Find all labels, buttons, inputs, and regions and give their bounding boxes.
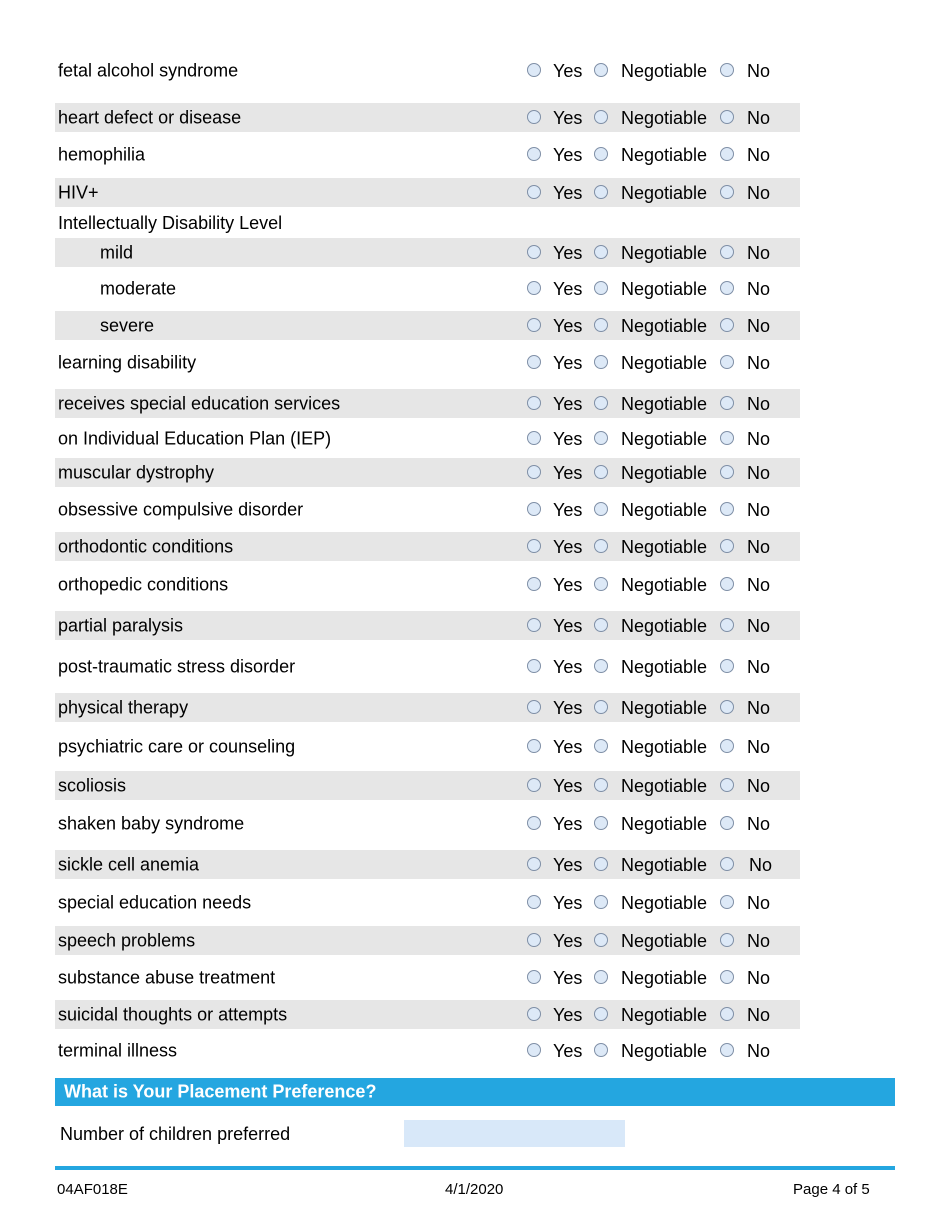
condition-row-psychiatric-care <box>55 732 800 761</box>
negotiable-label: Negotiable <box>621 854 708 875</box>
yes-label: Yes <box>553 1040 583 1061</box>
yes-label: Yes <box>553 1004 583 1025</box>
radio-no[interactable] <box>720 539 734 553</box>
radio-negotiable[interactable] <box>594 778 608 792</box>
radio-negotiable[interactable] <box>594 355 608 369</box>
radio-group <box>526 616 796 636</box>
radio-yes[interactable] <box>527 431 541 445</box>
radio-group <box>526 855 796 875</box>
radio-group <box>526 1005 796 1025</box>
condition-label: orthopedic conditions <box>58 574 229 594</box>
condition-label: moderate <box>100 278 177 298</box>
radio-negotiable[interactable] <box>594 659 608 673</box>
radio-group <box>526 776 796 796</box>
radio-no[interactable] <box>720 431 734 445</box>
negotiable-label: Negotiable <box>621 656 708 677</box>
negotiable-label: Negotiable <box>621 144 708 165</box>
no-label: No <box>747 697 771 718</box>
condition-label: obsessive compulsive disorder <box>58 499 304 519</box>
yes-label: Yes <box>553 615 583 636</box>
radio-yes[interactable] <box>527 318 541 332</box>
condition-label: severe <box>100 315 155 335</box>
radio-group <box>526 394 796 414</box>
radio-yes[interactable] <box>527 63 541 77</box>
radio-no[interactable] <box>720 816 734 830</box>
negotiable-label: Negotiable <box>621 60 708 81</box>
radio-no[interactable] <box>720 1043 734 1057</box>
negotiable-label: Negotiable <box>621 574 708 595</box>
yes-label: Yes <box>553 775 583 796</box>
condition-row-shaken-baby <box>55 809 800 838</box>
radio-group <box>526 145 796 165</box>
yes-label: Yes <box>553 462 583 483</box>
condition-row-ptsd <box>55 652 800 681</box>
radio-no[interactable] <box>720 739 734 753</box>
radio-negotiable[interactable] <box>594 1007 608 1021</box>
negotiable-label: Negotiable <box>621 352 708 373</box>
no-label: No <box>747 656 771 677</box>
condition-label: special education needs <box>58 892 252 912</box>
negotiable-label: Negotiable <box>621 813 708 834</box>
radio-group <box>526 931 796 951</box>
condition-row-physical-therapy <box>55 693 800 722</box>
radio-no[interactable] <box>720 502 734 516</box>
radio-group <box>526 463 796 483</box>
condition-label: HIV+ <box>58 182 99 202</box>
negotiable-label: Negotiable <box>621 536 708 557</box>
condition-label: fetal alcohol syndrome <box>58 60 239 80</box>
negotiable-label: Negotiable <box>621 278 708 299</box>
radio-no[interactable] <box>720 618 734 632</box>
yes-label: Yes <box>553 242 583 263</box>
radio-no[interactable] <box>720 465 734 479</box>
radio-no[interactable] <box>720 147 734 161</box>
radio-no[interactable] <box>720 185 734 199</box>
radio-group <box>526 537 796 557</box>
radio-negotiable[interactable] <box>594 970 608 984</box>
negotiable-label: Negotiable <box>621 182 708 203</box>
radio-yes[interactable] <box>527 355 541 369</box>
radio-yes[interactable] <box>527 933 541 947</box>
radio-group <box>526 657 796 677</box>
condition-label: sickle cell anemia <box>58 854 200 874</box>
radio-negotiable[interactable] <box>594 318 608 332</box>
no-label: No <box>747 315 771 336</box>
condition-label: orthodontic conditions <box>58 536 234 556</box>
negotiable-label: Negotiable <box>621 1004 708 1025</box>
radio-yes[interactable] <box>527 778 541 792</box>
intellectual-disability-heading: Intellectually Disability Level <box>58 213 283 233</box>
radio-no[interactable] <box>720 110 734 124</box>
no-label: No <box>747 813 771 834</box>
radio-yes[interactable] <box>527 618 541 632</box>
negotiable-label: Negotiable <box>621 615 708 636</box>
yes-label: Yes <box>553 315 583 336</box>
no-label: No <box>747 736 771 757</box>
radio-yes[interactable] <box>527 816 541 830</box>
negotiable-label: Negotiable <box>621 775 708 796</box>
condition-row-mild <box>55 238 800 267</box>
radio-group <box>526 575 796 595</box>
radio-no[interactable] <box>720 318 734 332</box>
yes-label: Yes <box>553 697 583 718</box>
negotiable-label: Negotiable <box>621 892 708 913</box>
condition-label: psychiatric care or counseling <box>58 736 296 756</box>
radio-group <box>526 500 796 520</box>
condition-row-scoliosis <box>55 771 800 800</box>
page-number: Page 4 of 5 <box>793 1181 870 1198</box>
radio-group <box>526 698 796 718</box>
radio-yes[interactable] <box>527 1043 541 1057</box>
no-label: No <box>747 278 771 299</box>
condition-label: muscular dystrophy <box>58 462 215 482</box>
condition-row-orthodontic <box>55 532 800 561</box>
no-label: No <box>747 775 771 796</box>
yes-label: Yes <box>553 352 583 373</box>
condition-row-learning-disability <box>55 348 800 377</box>
yes-label: Yes <box>553 144 583 165</box>
condition-row-partial-paralysis <box>55 611 800 640</box>
children-preferred-label: Number of children preferred <box>60 1124 291 1144</box>
radio-no[interactable] <box>720 857 734 871</box>
section-title: What is Your Placement Preference? <box>64 1081 377 1102</box>
condition-label: on Individual Education Plan (IEP) <box>58 428 332 448</box>
condition-label: scoliosis <box>58 775 127 795</box>
form-date: 4/1/2020 <box>445 1181 504 1198</box>
radio-group <box>526 316 796 336</box>
no-label: No <box>747 615 771 636</box>
negotiable-label: Negotiable <box>621 1040 708 1061</box>
no-label: No <box>747 352 771 373</box>
condition-row-speech-problems <box>55 926 800 955</box>
no-label: No <box>747 182 771 203</box>
no-label: No <box>747 1040 771 1061</box>
radio-no[interactable] <box>720 933 734 947</box>
form-id: 04AF018E <box>57 1181 128 1198</box>
radio-negotiable[interactable] <box>594 502 608 516</box>
negotiable-label: Negotiable <box>621 499 708 520</box>
radio-negotiable[interactable] <box>594 396 608 410</box>
footer-divider <box>55 1166 895 1170</box>
yes-label: Yes <box>553 574 583 595</box>
negotiable-label: Negotiable <box>621 428 708 449</box>
yes-label: Yes <box>553 967 583 988</box>
radio-group <box>526 108 796 128</box>
negotiable-label: Negotiable <box>621 242 708 263</box>
yes-label: Yes <box>553 182 583 203</box>
yes-label: Yes <box>553 393 583 414</box>
radio-yes[interactable] <box>527 502 541 516</box>
radio-negotiable[interactable] <box>594 539 608 553</box>
radio-group <box>526 183 796 203</box>
negotiable-label: Negotiable <box>621 967 708 988</box>
condition-label: substance abuse treatment <box>58 967 276 987</box>
radio-group <box>526 243 796 263</box>
radio-no[interactable] <box>720 659 734 673</box>
yes-label: Yes <box>553 813 583 834</box>
radio-yes[interactable] <box>527 857 541 871</box>
condition-row-heart-defect <box>55 103 800 132</box>
no-label: No <box>747 574 771 595</box>
radio-negotiable[interactable] <box>594 245 608 259</box>
radio-negotiable[interactable] <box>594 63 608 77</box>
radio-negotiable[interactable] <box>594 933 608 947</box>
radio-negotiable[interactable] <box>594 857 608 871</box>
condition-label: post-traumatic stress disorder <box>58 656 296 676</box>
radio-yes[interactable] <box>527 147 541 161</box>
radio-yes[interactable] <box>527 465 541 479</box>
radio-negotiable[interactable] <box>594 1043 608 1057</box>
no-label: No <box>747 107 771 128</box>
radio-no[interactable] <box>720 1007 734 1021</box>
radio-no[interactable] <box>720 355 734 369</box>
no-label: No <box>747 428 771 449</box>
no-label: No <box>747 144 771 165</box>
radio-negotiable[interactable] <box>594 700 608 714</box>
no-label: No <box>749 854 773 875</box>
radio-no[interactable] <box>720 700 734 714</box>
negotiable-label: Negotiable <box>621 315 708 336</box>
condition-label: speech problems <box>58 930 196 950</box>
radio-yes[interactable] <box>527 539 541 553</box>
condition-row-moderate <box>55 274 800 303</box>
no-label: No <box>747 1004 771 1025</box>
condition-row-fetal-alcohol-syndrome <box>55 56 800 85</box>
radio-group <box>526 893 796 913</box>
radio-no[interactable] <box>720 895 734 909</box>
radio-yes[interactable] <box>527 1007 541 1021</box>
radio-no[interactable] <box>720 970 734 984</box>
condition-row-orthopedic <box>55 570 800 599</box>
yes-label: Yes <box>553 736 583 757</box>
no-label: No <box>747 499 771 520</box>
radio-yes[interactable] <box>527 970 541 984</box>
condition-label: heart defect or disease <box>58 107 242 127</box>
radio-no[interactable] <box>720 245 734 259</box>
radio-negotiable[interactable] <box>594 185 608 199</box>
no-label: No <box>747 536 771 557</box>
yes-label: Yes <box>553 428 583 449</box>
yes-label: Yes <box>553 107 583 128</box>
radio-yes[interactable] <box>527 110 541 124</box>
negotiable-label: Negotiable <box>621 736 708 757</box>
condition-row-severe <box>55 311 800 340</box>
yes-label: Yes <box>553 536 583 557</box>
condition-row-special-education-needs <box>55 888 800 917</box>
radio-yes[interactable] <box>527 396 541 410</box>
condition-row-hemophilia <box>55 140 800 169</box>
condition-row-hiv <box>55 178 800 207</box>
condition-label: physical therapy <box>58 697 189 717</box>
no-label: No <box>747 462 771 483</box>
condition-row-special-education-services <box>55 389 800 418</box>
radio-yes[interactable] <box>527 659 541 673</box>
radio-yes[interactable] <box>527 577 541 591</box>
condition-label: learning disability <box>58 352 197 372</box>
radio-yes[interactable] <box>527 700 541 714</box>
condition-label: receives special education services <box>58 393 341 413</box>
radio-no[interactable] <box>720 281 734 295</box>
radio-negotiable[interactable] <box>594 618 608 632</box>
radio-no[interactable] <box>720 63 734 77</box>
condition-row-ocd <box>55 495 800 524</box>
condition-label: suicidal thoughts or attempts <box>58 1004 288 1024</box>
condition-row-suicidal <box>55 1000 800 1029</box>
yes-label: Yes <box>553 854 583 875</box>
negotiable-label: Negotiable <box>621 393 708 414</box>
negotiable-label: Negotiable <box>621 930 708 951</box>
radio-no[interactable] <box>720 778 734 792</box>
yes-label: Yes <box>553 278 583 299</box>
radio-group <box>526 968 796 988</box>
radio-group <box>526 1041 796 1061</box>
radio-negotiable[interactable] <box>594 431 608 445</box>
yes-label: Yes <box>553 60 583 81</box>
condition-label: partial paralysis <box>58 615 184 635</box>
yes-label: Yes <box>553 892 583 913</box>
radio-group <box>526 737 796 757</box>
radio-negotiable[interactable] <box>594 816 608 830</box>
condition-label: shaken baby syndrome <box>58 813 245 833</box>
no-label: No <box>747 967 771 988</box>
children-preferred-input[interactable] <box>404 1120 625 1147</box>
radio-negotiable[interactable] <box>594 110 608 124</box>
no-label: No <box>747 930 771 951</box>
no-label: No <box>747 242 771 263</box>
negotiable-label: Negotiable <box>621 697 708 718</box>
condition-row-muscular-dystrophy <box>55 458 800 487</box>
placement-preference-section-header <box>55 1078 895 1106</box>
radio-negotiable[interactable] <box>594 465 608 479</box>
condition-label: terminal illness <box>58 1040 178 1060</box>
yes-label: Yes <box>553 499 583 520</box>
yes-label: Yes <box>553 930 583 951</box>
radio-group <box>526 279 796 299</box>
no-label: No <box>747 892 771 913</box>
radio-negotiable[interactable] <box>594 281 608 295</box>
condition-row-sickle-cell <box>55 850 800 879</box>
condition-row-iep <box>55 424 800 453</box>
radio-negotiable[interactable] <box>594 577 608 591</box>
yes-label: Yes <box>553 656 583 677</box>
condition-row-substance-abuse <box>55 963 800 992</box>
radio-negotiable[interactable] <box>594 895 608 909</box>
condition-label: hemophilia <box>58 144 146 164</box>
radio-yes[interactable] <box>527 185 541 199</box>
condition-label: mild <box>100 242 134 262</box>
radio-no[interactable] <box>720 396 734 410</box>
radio-yes[interactable] <box>527 895 541 909</box>
radio-group <box>526 61 796 81</box>
no-label: No <box>747 60 771 81</box>
radio-group <box>526 429 796 449</box>
radio-negotiable[interactable] <box>594 739 608 753</box>
radio-yes[interactable] <box>527 281 541 295</box>
negotiable-label: Negotiable <box>621 107 708 128</box>
radio-group <box>526 814 796 834</box>
radio-yes[interactable] <box>527 245 541 259</box>
condition-row-terminal-illness <box>55 1036 800 1065</box>
radio-group <box>526 353 796 373</box>
no-label: No <box>747 393 771 414</box>
radio-no[interactable] <box>720 577 734 591</box>
negotiable-label: Negotiable <box>621 462 708 483</box>
radio-negotiable[interactable] <box>594 147 608 161</box>
radio-yes[interactable] <box>527 739 541 753</box>
